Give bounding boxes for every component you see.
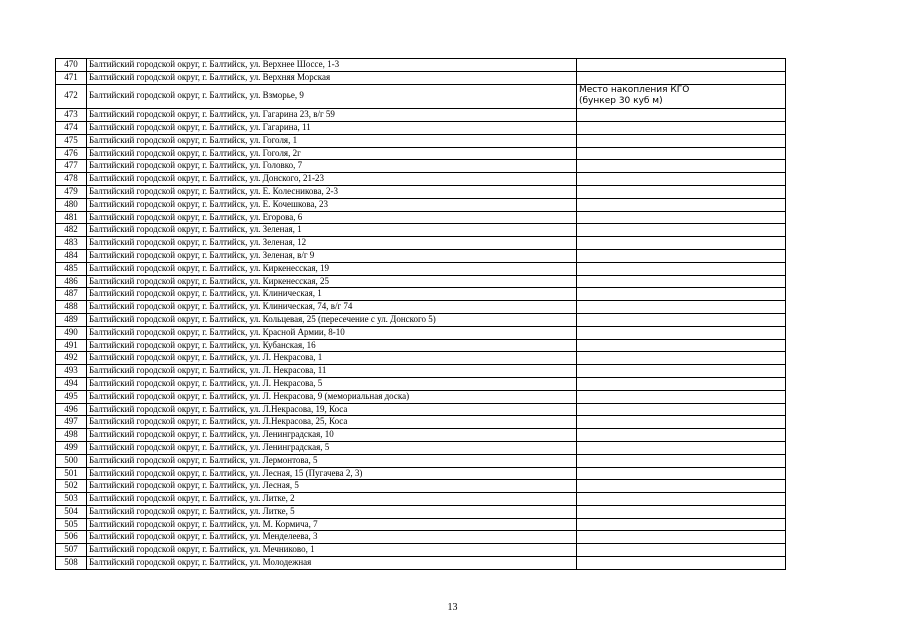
- row-number-cell: 495: [56, 390, 87, 403]
- row-number-cell: 473: [56, 109, 87, 122]
- table-row: [56, 224, 786, 237]
- row-number-cell: 479: [56, 185, 87, 198]
- table-row: [56, 480, 786, 493]
- table-row: [56, 275, 786, 288]
- address-cell: Балтийский городской округ, г. Балтийск, ул. Гагарина, 11: [87, 121, 577, 134]
- address-cell: Балтийский городской округ, г. Балтийск, ул. Верхняя Морская: [87, 71, 577, 84]
- note-cell: [577, 480, 786, 493]
- address-cell: Балтийский городской округ, г. Балтийск, ул. Менделеева, 3: [87, 531, 577, 544]
- note-cell: [577, 505, 786, 518]
- row-number-cell: 472: [56, 84, 87, 109]
- row-number-cell: 506: [56, 531, 87, 544]
- table-row: [56, 211, 786, 224]
- address-cell: Балтийский городской округ, г. Балтийск, ул. Головко, 7: [87, 160, 577, 173]
- row-number-cell: 498: [56, 429, 87, 442]
- row-number-cell: 490: [56, 326, 87, 339]
- row-number-cell: 499: [56, 441, 87, 454]
- table-row: [56, 467, 786, 480]
- address-cell: Балтийский городской округ, г. Балтийск, ул. Л. Некрасова, 1: [87, 352, 577, 365]
- table-row: [56, 505, 786, 518]
- note-cell: [577, 339, 786, 352]
- row-number-cell: 505: [56, 518, 87, 531]
- row-number-cell: 487: [56, 288, 87, 301]
- row-number-cell: 471: [56, 71, 87, 84]
- row-number-cell: 489: [56, 313, 87, 326]
- table-row: [56, 160, 786, 173]
- note-cell: [577, 147, 786, 160]
- table-row: [56, 198, 786, 211]
- address-cell: Балтийский городской округ, г. Балтийск, ул. Л. Некрасова, 9 (мемориальная доска): [87, 390, 577, 403]
- table-row: [56, 429, 786, 442]
- address-cell: Балтийский городской округ, г. Балтийск, ул. Кольцевая, 25 (пересечение с ул. Донского 5): [87, 313, 577, 326]
- row-number-cell: 492: [56, 352, 87, 365]
- table-row: [56, 518, 786, 531]
- note-cell: [577, 249, 786, 262]
- row-number-cell: 507: [56, 544, 87, 557]
- table-row: [56, 403, 786, 416]
- row-number-cell: 483: [56, 237, 87, 250]
- address-cell: Балтийский городской округ, г. Балтийск, ул. Литке, 2: [87, 493, 577, 506]
- address-cell: Балтийский городской округ, г. Балтийск, ул. Л. Некрасова, 5: [87, 377, 577, 390]
- address-cell: Балтийский городской округ, г. Балтийск, ул. Л. Некрасова, 11: [87, 365, 577, 378]
- row-number-cell: 508: [56, 557, 87, 570]
- address-cell: Балтийский городской округ, г. Балтийск, ул. Верхнее Шоссе, 1-3: [87, 59, 577, 72]
- table-row: [56, 71, 786, 84]
- address-cell: Балтийский городской округ, г. Балтийск, ул. Литке, 5: [87, 505, 577, 518]
- table-row: [56, 237, 786, 250]
- address-cell: Балтийский городской округ, г. Балтийск, ул. Зеленая, 12: [87, 237, 577, 250]
- note-cell: [577, 185, 786, 198]
- address-cell: Балтийский городской округ, г. Балтийск, ул. Взморье, 9: [87, 84, 577, 109]
- address-cell: Балтийский городской округ, г. Балтийск, ул. М. Кормича, 7: [87, 518, 577, 531]
- row-number-cell: 475: [56, 134, 87, 147]
- row-number-cell: 503: [56, 493, 87, 506]
- row-number-cell: 476: [56, 147, 87, 160]
- table-row: [56, 339, 786, 352]
- table-row: [56, 544, 786, 557]
- address-cell: Балтийский городской округ, г. Балтийск, ул. Ленинградская, 5: [87, 441, 577, 454]
- note-cell: [577, 173, 786, 186]
- table-row: [56, 390, 786, 403]
- note-cell: [577, 121, 786, 134]
- note-cell: [577, 377, 786, 390]
- note-cell: [577, 313, 786, 326]
- address-cell: Балтийский городской округ, г. Балтийск, ул. Клиническая, 74, в/г 74: [87, 301, 577, 314]
- row-number-cell: 485: [56, 262, 87, 275]
- address-cell: Балтийский городской округ, г. Балтийск, ул. Клиническая, 1: [87, 288, 577, 301]
- row-number-cell: 504: [56, 505, 87, 518]
- table-row: [56, 326, 786, 339]
- note-cell: [577, 160, 786, 173]
- note-cell: [577, 224, 786, 237]
- table-row: [56, 313, 786, 326]
- address-cell: Балтийский городской округ, г. Балтийск, ул. Егорова, 6: [87, 211, 577, 224]
- note-line: (бункер 30 куб м): [579, 96, 663, 107]
- page-number: 13: [447, 602, 458, 613]
- row-number-cell: 502: [56, 480, 87, 493]
- note-cell: [577, 416, 786, 429]
- address-cell: Балтийский городской округ, г. Балтийск, ул. Донского, 21-23: [87, 173, 577, 186]
- address-cell: Балтийский городской округ, г. Балтийск, ул. Е. Колесникова, 2-3: [87, 185, 577, 198]
- note-cell: [577, 288, 786, 301]
- row-number-cell: 494: [56, 377, 87, 390]
- address-cell: Балтийский городской округ, г. Балтийск, ул. Ленинградская, 10: [87, 429, 577, 442]
- table-row: [56, 416, 786, 429]
- row-number-cell: 486: [56, 275, 87, 288]
- row-number-cell: 491: [56, 339, 87, 352]
- address-cell: Балтийский городской округ, г. Балтийск, ул. Зеленая, в/г 9: [87, 249, 577, 262]
- row-number-cell: 500: [56, 454, 87, 467]
- note-cell: [577, 531, 786, 544]
- note-cell: [577, 326, 786, 339]
- row-number-cell: 482: [56, 224, 87, 237]
- row-number-cell: 496: [56, 403, 87, 416]
- row-number-cell: 477: [56, 160, 87, 173]
- table-row: [56, 441, 786, 454]
- table-row: [56, 134, 786, 147]
- note-cell: [577, 84, 786, 109]
- note-cell: [577, 429, 786, 442]
- row-number-cell: 470: [56, 59, 87, 72]
- note-cell: [577, 493, 786, 506]
- table-row: [56, 262, 786, 275]
- table-row: [56, 301, 786, 314]
- row-number-cell: 497: [56, 416, 87, 429]
- note-cell: [577, 71, 786, 84]
- row-number-cell: 481: [56, 211, 87, 224]
- address-cell: Балтийский городской округ, г. Балтийск, ул. Кубанская, 16: [87, 339, 577, 352]
- address-cell: Балтийский городской округ, г. Балтийск, ул. Лермонтова, 5: [87, 454, 577, 467]
- address-cell: Балтийский городской округ, г. Балтийск, ул. Мечниково, 1: [87, 544, 577, 557]
- address-cell: Балтийский городской округ, г. Балтийск, ул. Л.Некрасова, 25, Коса: [87, 416, 577, 429]
- note-cell: [577, 275, 786, 288]
- note-cell: [577, 109, 786, 122]
- table-row: [56, 59, 786, 72]
- note-cell: [577, 301, 786, 314]
- address-cell: Балтийский городской округ, г. Балтийск, ул. Л.Некрасова, 19, Коса: [87, 403, 577, 416]
- table-row: [56, 121, 786, 134]
- address-cell: Балтийский городской округ, г. Балтийск, ул. Зеленая, 1: [87, 224, 577, 237]
- address-cell: Балтийский городской округ, г. Балтийск, ул. Молодежная: [87, 557, 577, 570]
- address-cell: Балтийский городской округ, г. Балтийск, ул. Лесная, 5: [87, 480, 577, 493]
- note-cell: [577, 441, 786, 454]
- address-cell: Балтийский городской округ, г. Балтийск, ул. Е. Кочешкова, 23: [87, 198, 577, 211]
- note-cell: [577, 352, 786, 365]
- address-cell: Балтийский городской округ, г. Балтийск, ул. Гоголя, 1: [87, 134, 577, 147]
- registry-table-body: [56, 59, 786, 570]
- row-number-cell: 480: [56, 198, 87, 211]
- note-cell: [577, 467, 786, 480]
- note-cell: [577, 390, 786, 403]
- table-row: [56, 109, 786, 122]
- note-cell: [577, 557, 786, 570]
- row-number-cell: 488: [56, 301, 87, 314]
- note-cell: [577, 262, 786, 275]
- note-cell: [577, 211, 786, 224]
- table-row: [56, 185, 786, 198]
- note-cell: [577, 134, 786, 147]
- address-cell: Балтийский городской округ, г. Балтийск, ул. Киркенесская, 25: [87, 275, 577, 288]
- note-cell: [577, 518, 786, 531]
- address-cell: Балтийский городской округ, г. Балтийск, ул. Киркенесская, 19: [87, 262, 577, 275]
- table-row: [56, 147, 786, 160]
- note-cell: [577, 59, 786, 72]
- table-row: [56, 377, 786, 390]
- table-row: [56, 454, 786, 467]
- registry-table: [55, 58, 786, 570]
- address-cell: Балтийский городской округ, г. Балтийск, ул. Гагарина 23, в/г 59: [87, 109, 577, 122]
- note-cell: [577, 544, 786, 557]
- table-row: [56, 365, 786, 378]
- table-row: [56, 84, 786, 109]
- address-cell: Балтийский городской округ, г. Балтийск, ул. Красной Армии, 8-10: [87, 326, 577, 339]
- note-line: Место накопления КГО: [579, 84, 690, 95]
- address-cell: Балтийский городской округ, г. Балтийск, ул. Лесная, 15 (Пугачева 2, 3): [87, 467, 577, 480]
- table-row: [56, 249, 786, 262]
- table-row: [56, 557, 786, 570]
- address-cell: Балтийский городской округ, г. Балтийск, ул. Гоголя, 2г: [87, 147, 577, 160]
- table-row: [56, 531, 786, 544]
- table-row: [56, 173, 786, 186]
- note-cell: [577, 237, 786, 250]
- row-number-cell: 501: [56, 467, 87, 480]
- row-number-cell: 484: [56, 249, 87, 262]
- note-cell: [577, 365, 786, 378]
- row-number-cell: 474: [56, 121, 87, 134]
- note-cell: [577, 454, 786, 467]
- table-row: [56, 288, 786, 301]
- row-number-cell: 493: [56, 365, 87, 378]
- table-row: [56, 493, 786, 506]
- note-cell: [577, 198, 786, 211]
- note-cell: [577, 403, 786, 416]
- table-row: [56, 352, 786, 365]
- row-number-cell: 478: [56, 173, 87, 186]
